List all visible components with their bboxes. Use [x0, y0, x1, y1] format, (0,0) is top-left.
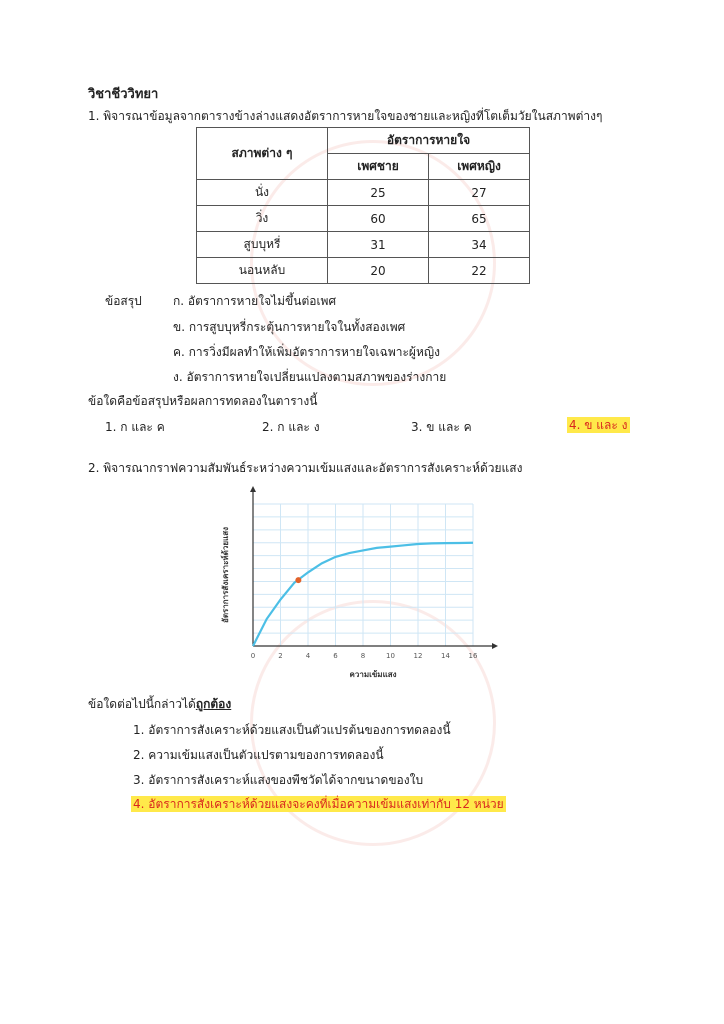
q2-prompt-emphasis: ถูกต้อง: [195, 697, 232, 711]
x-tick-label: 0: [250, 652, 256, 660]
cell-female: 65: [429, 206, 530, 232]
y-axis-label: อัตราการสังเคราะห์ด้วยแสง: [221, 527, 230, 623]
cell-state: นั่ง: [197, 180, 328, 206]
x-tick-label: 10: [386, 652, 395, 660]
cell-female: 22: [429, 258, 530, 284]
q2-choice-3[interactable]: 3. อัตราการสังเคราะห์แสงของพืชวัดได้จากขนาดของใบ: [133, 773, 424, 787]
cell-male: 20: [328, 258, 429, 284]
header-female: เพศหญิง: [429, 154, 530, 180]
table-row: [197, 232, 530, 258]
conclusion-item: ค. การวิ่งมีผลทำให้เพิ่มอัตราการหายใจเฉพาะผู้หญิง: [173, 345, 440, 359]
x-tick-label: 12: [413, 652, 423, 660]
q1-prompt: ข้อใดคือข้อสรุปหรือผลการทดลองในตารางนี้: [88, 394, 318, 408]
cell-male: 25: [328, 180, 429, 206]
marked-point: [295, 577, 301, 583]
cell-state: นอนหลับ: [197, 258, 328, 284]
header-male: เพศชาย: [328, 154, 429, 180]
photosynthesis-chart: [200, 480, 500, 690]
conclusion-item: ง. อัตราการหายใจเปลี่ยนแปลงตามสภาพของร่างกาย: [173, 370, 447, 384]
x-tick-label: 4: [305, 652, 311, 660]
x-axis-arrow-icon: [492, 643, 498, 649]
y-axis-arrow-icon: [250, 486, 256, 492]
x-tick-label: 14: [441, 652, 450, 660]
q1-choice-4-answer[interactable]: 4. ข และ ง: [569, 418, 628, 432]
x-tick-label: 8: [360, 652, 366, 660]
q2-prompt: [88, 695, 231, 714]
cell-male: 31: [328, 232, 429, 258]
cell-state: วิ่ง: [197, 206, 328, 232]
x-tick-label: 16: [468, 652, 478, 660]
cell-female: 34: [429, 232, 530, 258]
conclusion-item: ข. การสูบบุหรี่กระตุ้นการหายใจในทั้งสองเพศ: [173, 320, 406, 334]
conclusion-label: ข้อสรุป: [105, 294, 142, 308]
q1-choice-1[interactable]: 1. ก และ ค: [105, 420, 165, 434]
q2-choice-1[interactable]: 1. อัตราการสังเคราะห์ด้วยแสงเป็นตัวแปรต้นของการทดลองนี้: [133, 723, 451, 737]
x-axis-label: ความเข้มแสง: [349, 670, 397, 679]
q2-question: 2. พิจารณากราฟความสัมพันธ์ระหว่างความเข้มแสงและอัตราการสังเคราะห์ด้วยแสง: [88, 461, 523, 475]
x-tick-label: 6: [333, 652, 338, 660]
q1-choice-2[interactable]: 2. ก และ ง: [262, 420, 320, 434]
cell-male: 60: [328, 206, 429, 232]
cell-state: สูบบุหรี่: [197, 232, 328, 258]
subject-title: วิชาชีววิทยา: [88, 87, 159, 102]
header-state: สภาพต่าง ๆ: [197, 128, 328, 180]
q2-choice-2[interactable]: 2. ความเข้มแสงเป็นตัวแปรตามของการทดลองนี้: [133, 748, 384, 762]
cell-female: 27: [429, 180, 530, 206]
conclusion-item: ก. อัตราการหายใจไม่ขึ้นต่อเพศ: [173, 294, 337, 308]
q2-choice-4-answer[interactable]: 4. อัตราการสังเคราะห์ด้วยแสงจะคงที่เมื่อความเข้มแสงเท่ากับ 12 หน่วย: [133, 797, 504, 811]
table-row: [197, 258, 530, 284]
q2-prompt-text: ข้อใดต่อไปนี้กล่าวได้: [88, 697, 196, 711]
x-tick-label: 2: [278, 652, 283, 660]
q1-question: 1. พิจารณาข้อมูลจากตารางข้างล่างแสดงอัตราการหายใจของชายและหญิงที่โตเต็มวัยในสภาพต่างๆ: [88, 109, 603, 123]
table-row: [197, 180, 530, 206]
header-breathing-rate: อัตราการหายใจ: [328, 128, 530, 154]
q1-choice-3[interactable]: 3. ข และ ค: [411, 420, 472, 434]
table-row: [197, 206, 530, 232]
breathing-rate-table: [196, 127, 530, 284]
